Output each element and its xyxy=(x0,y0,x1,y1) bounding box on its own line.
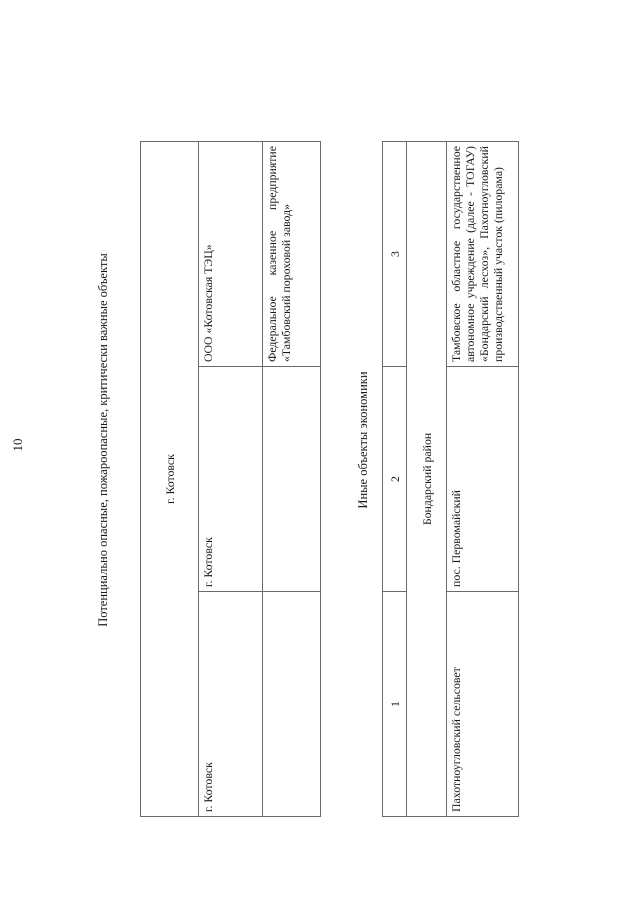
table-cell: пос. Первомайский xyxy=(447,367,519,592)
economy-objects-table xyxy=(382,141,519,817)
table-cell: г. Котовск xyxy=(199,367,263,592)
table-cell xyxy=(263,592,321,817)
table-row xyxy=(199,142,263,817)
table-row xyxy=(263,142,321,817)
column-number: 3 xyxy=(383,142,407,367)
table-row xyxy=(447,142,519,817)
table-cell: Тамбовское областное государственное автономное учреждение (далее - ТОГАУ) «Бондарский лесхоз», Пахотноугловский производственный участок (пилорама) xyxy=(447,142,519,367)
column-number: 1 xyxy=(383,592,407,817)
table-cell: Пахотноугловский сельсовет xyxy=(447,592,519,817)
district-header: Бондарский район xyxy=(407,142,447,817)
table-cell xyxy=(263,367,321,592)
page-number: 10 xyxy=(10,438,25,452)
column-number: 2 xyxy=(383,367,407,592)
section-title: Иные объекты экономики xyxy=(356,371,370,509)
critical-objects-table xyxy=(140,141,321,817)
table-cell: г. Котовск xyxy=(199,592,263,817)
table-cell: ООО «Котовская ТЭЦ» xyxy=(199,142,263,367)
page-heading: Потенциально опасные, пожароопасные, критически важные объекты xyxy=(96,253,110,627)
city-header: г. Котовск xyxy=(141,142,199,817)
table-cell: Федеральное казенное предприятие «Тамбовский пороховой завод» xyxy=(263,142,321,367)
